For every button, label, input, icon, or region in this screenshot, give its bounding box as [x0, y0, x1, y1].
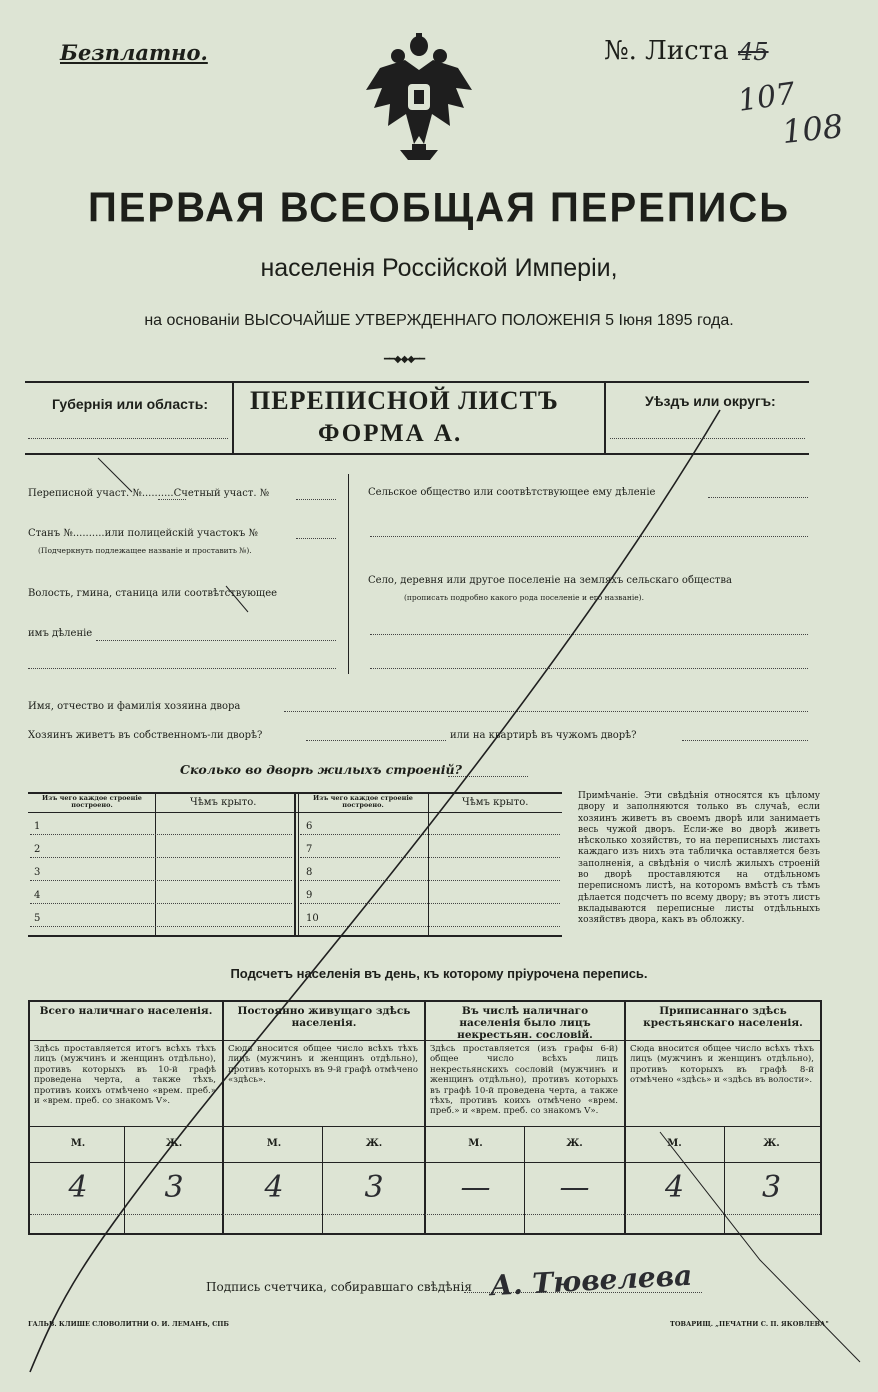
sheet-number-handwritten-2: 107 [735, 76, 798, 119]
female-count-value: — [559, 1170, 590, 1205]
population-col-description: Сюда вносится общее число всѣхъ тѣхъ лицъ (мужчинъ и женщинъ отдѣльно), противъ которыхъ въ 9-й графѣ отмѣчено «здѣсь». [228, 1044, 418, 1086]
census-district-label: Переписной участ. №..........Счетный участ. № [28, 488, 270, 499]
male-count-value: 4 [264, 1170, 284, 1205]
female-count-value: 3 [761, 1170, 782, 1205]
enumerator-signature: А. Тювелева [489, 1258, 693, 1303]
signature-label: Подпись счетчика, собиравшаго свѣдѣнія [206, 1280, 472, 1294]
population-col-header: Постоянно живущаго здѣсь населенія. [237, 1005, 411, 1029]
sheet-number-handwritten-3: 108 [780, 106, 845, 152]
district-label: Уѣздъ или округъ: [645, 393, 776, 409]
building-row-number: 6 [306, 821, 313, 832]
volost-label-2: имъ дѣленіе [28, 628, 93, 639]
village-note: (прописать подробно какого рода поселеніе и его названіе). [404, 593, 644, 602]
population-col-header: Всего наличнаго населенія. [39, 1005, 213, 1017]
population-count-title: Подсчетъ населенія въ день, къ которому пріурочена перепись. [230, 966, 648, 981]
building-row-number: 8 [306, 867, 313, 878]
printer-right: ТОВАРИЩ. „ПЕЧАТНИ С. П. ЯКОВЛЕВА" [670, 1320, 829, 1328]
buildings-col-roof: Чѣмъ крыто. [190, 797, 257, 808]
printer-left: ГАЛЬВ. КЛИШЕ СЛОВОЛИТНИ О. И. ЛЕМАНЪ, СПБ [28, 1320, 229, 1328]
form-a-label: ФОРМА А. [318, 420, 463, 447]
female-label: Ж. [365, 1138, 383, 1149]
male-label: М. [667, 1138, 682, 1149]
buildings-col-material: Изъ чего каждое строеніе построено. [42, 794, 142, 809]
stan-note: (Подчеркнуть подлежащее названіе и проставить №). [38, 546, 252, 555]
male-count-value: — [460, 1170, 491, 1205]
buildings-col-material-2: Изъ чего каждое строеніе построено. [313, 794, 413, 809]
census-sheet-title: ПЕРЕПИСНОЙ ЛИСТЪ [250, 386, 559, 415]
population-col-description: Сюда вносится общее число всѣхъ тѣхъ лицъ (мужчинъ и женщинъ отдѣльно), противъ которыхъ въ графѣ 8-й отмѣчено «здѣсь» и «здѣсь въ волости». [630, 1044, 814, 1086]
building-row-number: 1 [34, 821, 41, 832]
village-label: Село, деревня или другое поселеніе на земляхъ сельскаго общества [368, 575, 732, 586]
form-main-title: ПЕРВАЯ ВСЕОБЩАЯ ПЕРЕПИСЬ [88, 184, 790, 232]
rural-community-label: Сельское общество или соотвѣтствующее ему дѣленіе [368, 487, 656, 498]
female-label: Ж. [566, 1138, 583, 1149]
sheet-number-label: №. Листа [604, 36, 729, 66]
male-count-value: 4 [68, 1170, 88, 1205]
building-row-number: 2 [34, 844, 41, 855]
male-label: М. [468, 1138, 483, 1149]
buildings-note: Примѣчаніе. Эти свѣдѣнія относятся къ цѣлому двору и заполняются только въ случаѣ, если хозяинъ живетъ въ своемъ дворѣ или занимаетъ весь чужой дворъ. Если-же во дворѣ живетъ нѣсколько хозяйствъ, то на переписныхъ листахъ каждаго изъ нихъ эта табличка оставляется безъ заполненія, а свѣдѣнія о числѣ жилыхъ строеній во дворѣ проставляются на отдѣльномъ переписномъ листѣ, на которомъ вмѣстѣ съ тѣмъ дѣлается подсчетъ по всему двору; въ этотъ листъ вкладываются переписные листы отдѣльныхъ хозяйствъ двора, какъ въ обложку. [578, 791, 820, 926]
free-label: Безплатно. [60, 40, 208, 65]
population-col-header: Въ числѣ наличнаго населенія было лицъ некрестьян. сословій. [457, 1005, 593, 1041]
population-col-description: Здѣсь проставляется итогъ всѣхъ тѣхъ лицъ (мужчинъ и женщинъ отдѣльно), противъ которыхъ въ 10-й графѣ проведена черта, а также тѣхъ, противъ коихъ отмѣчено «врем. преб.» и «врем. преб. со знакомъ V». [34, 1044, 216, 1107]
building-row-number: 10 [306, 913, 319, 924]
population-col-header: Приписаннаго здѣсь крестьянскаго населенія. [643, 1005, 803, 1029]
female-count-value: 3 [164, 1170, 184, 1205]
building-row-number: 3 [34, 867, 41, 878]
male-count-value: 4 [664, 1170, 685, 1205]
decorative-divider: ━━◆◆◆━━ [384, 354, 425, 365]
male-label: М. [266, 1138, 282, 1149]
building-row-number: 7 [306, 844, 313, 855]
owner-name-label: Имя, отчество и фамилія хозяина двора [28, 701, 241, 712]
female-label: Ж. [165, 1138, 183, 1149]
population-col-description: Здѣсь проставляется (изъ графы 6-й) общее число всѣхъ лицъ некрестьянскихъ сословій (мужчинъ и женщинъ отдѣльно), противъ которыхъ въ графѣ 10-й проведена черта, а также тѣхъ, противъ коихъ отмѣчено «врем. преб.» и «врем. преб. со знакомъ V». [430, 1044, 618, 1117]
sheet-number-handwritten: 45 [738, 38, 769, 66]
form-basis-line: на основаніи ВЫСОЧАЙШЕ УТВЕРЖДЕННАГО ПОЛОЖЕНІЯ 5 Іюня 1895 года. [144, 312, 734, 329]
owner-lives-label: Хозяинъ живетъ въ собственномъ-ли дворѣ? [28, 730, 263, 741]
province-label: Губернія или область: [52, 396, 209, 412]
form-subtitle: населенія Россійской Имперіи, [260, 254, 618, 282]
building-row-number: 4 [34, 890, 41, 901]
volost-label: Волость, гмина, станица или соотвѣтствующее [28, 588, 278, 599]
female-count-value: 3 [364, 1170, 384, 1205]
owner-lives-alt-label: или на квартирѣ въ чужомъ дворѣ? [450, 730, 637, 741]
buildings-col-roof-2: Чѣмъ крыто. [462, 797, 529, 808]
building-row-number: 9 [306, 890, 313, 901]
stan-label: Станъ №..........или полицейскій участокъ № [28, 528, 258, 539]
building-row-number: 5 [34, 913, 41, 924]
buildings-count-label: Сколько во дворѣ жилыхъ строеній? [180, 762, 462, 777]
male-label: М. [70, 1138, 86, 1149]
female-label: Ж. [763, 1138, 780, 1149]
